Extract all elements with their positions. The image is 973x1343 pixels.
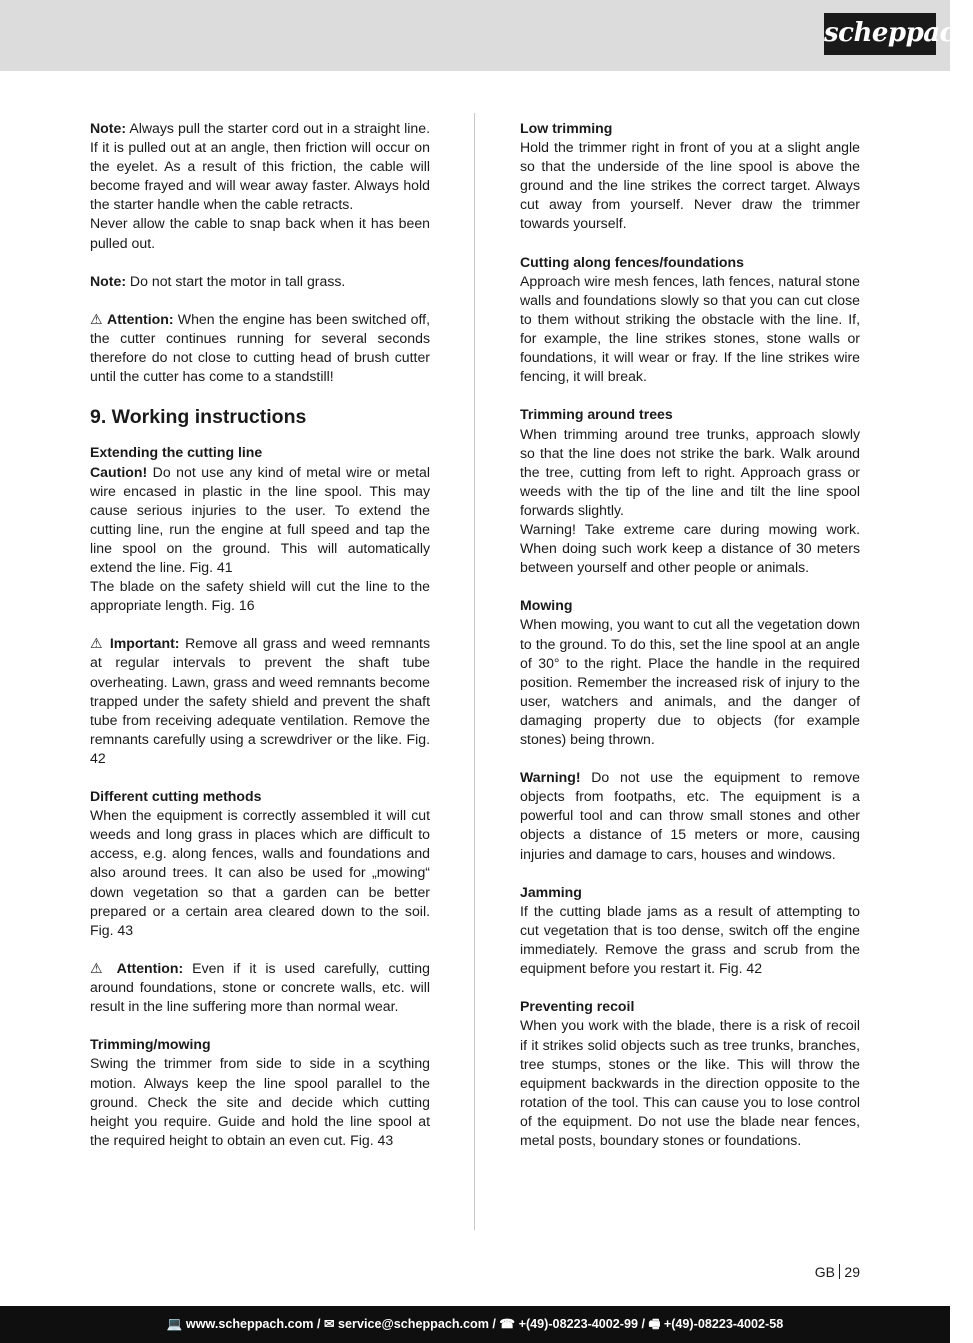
warning-triangle-icon: ⚠ [90, 959, 108, 976]
trimming-paragraph: Swing the trimmer from side to side in a scything motion. Always keep the line spool parallel to the ground. Check the site and decide which cutting height you require. Guide and hold the line spool at the required height to obtain an even cut. Fig. 43 [90, 1055, 430, 1148]
heading-recoil: Preventing recoil [520, 998, 635, 1015]
heading-jamming: Jamming [520, 883, 582, 900]
warning-paragraph: Warning! Do not use the equipment to remove objects from footpaths, etc. The equipment is a powerful tool and can throw small stones and other objects a distance of 15 meters or more, causing injuries and damage to cars, houses and windows. [520, 769, 860, 862]
recoil-paragraph: When you work with the blade, there is a risk of recoil if it strikes solid objects such as tree trunks, branches, tree stumps, stones or the like. This will throw the equipment backwards in the direction opposite to the rotation of the tool. This can cause you to lose control of the equipment. Do not use the blade near fences, metal posts, boundary stones or foundations. [520, 1017, 860, 1148]
footer-contact: 💻 www.scheppach.com / ✉ service@scheppach.com / ☎ +(49)-08223-4002-99 / 🖷 +(49)-08223-4002-58 [166, 1317, 784, 1331]
heading-mowing: Mowing [520, 597, 573, 614]
left-column [90, 119, 430, 1169]
heading-extending-line: Extending the cutting line [90, 444, 263, 461]
methods-paragraph: When the equipment is correctly assembled it will cut weeds and long grass in places which are difficult to access, e.g. along fences, walls and foundations and also around trees. It can also be used for „mowing“ down vegetation so that a garden can be better prepared or a certain area cleared down to the soil. Fig. 43 [90, 807, 430, 938]
page-header [0, 0, 973, 71]
page-number-value: 29 [844, 1264, 860, 1280]
important-paragraph: ⚠ Important: Remove all grass and weed remnants at regular intervals to prevent the shaft tube overheating. Lawn, grass and weed remnants become trapped under the safety shield and prevent the shaft tube from receiving adequate ventilation. Remove the remnants carefully using a screwdriver or the like. Fig. 42 [90, 635, 430, 766]
heading-trimming-mowing: Trimming/mowing [90, 1036, 211, 1053]
attention-foundations: ⚠ Attention: Even if it is used carefully, cutting around foundations, stone or concrete walls, etc. will result in the line suffering more than normal wear. [90, 959, 430, 1015]
attention-cutter-running: ⚠ Attention: When the engine has been switched off, the cutter continues running for several seconds therefore do not close to cutting head of brush cutter until the cutter has come to a standstill! [90, 310, 430, 385]
mowing-paragraph: When mowing, you want to cut all the vegetation down to the ground. To do this, set the line spool at an angle of 30° to the right. Place the handle in the required position. Remember the increased risk of injury to the user, watchers and animals, and the danger of damaging property due to objects (for example stones) being thrown. [520, 616, 861, 747]
heading-cutting-methods: Different cutting methods [90, 788, 262, 805]
fences-paragraph: Approach wire mesh fences, lath fences, natural stone walls and foundations slowly so that you can cut close to them without striking the obstacle with the line. If, for example, the line strikes stones, stone walls or foundations, it will wear or fray. If the line strikes wire fencing, it will break. [520, 272, 860, 385]
jamming-paragraph: If the cutting blade jams as a result of attempting to cut vegetation that is too dense, switch off the engine immediately. Remove the grass and scrub from the equipment before you restart it. Fig. 42 [520, 902, 860, 977]
caution-paragraph: Caution! Do not use any kind of metal wire or metal wire encased in plastic in the line spool. This may cause serious injuries to the user. To extend the cutting line, run the engine at full speed and tap the line spool on the ground. This will automatically extend the line. Fig. 41 [90, 463, 430, 575]
note-starter-cord: Note: Always pull the starter cord out in a straight line. If it is pulled out at an angle, then friction will occur on the eyelet. As a result of this friction, the cable will become frayed and will wear away faster. Always hold the starter handle when the cable retracts. [90, 120, 430, 213]
trees-paragraph: When trimming around tree trunks, approach slowly so that the line does not strike the bark. Walk around the tree, cutting from left to right. Approach grass or weeds with the tip of the line and tilt the line spool forwards slightly. [520, 425, 860, 518]
heading-trees: Trimming around trees [520, 406, 673, 423]
page-number [815, 1264, 860, 1280]
blade-paragraph: The blade on the safety shield will cut the line to the appropriate length. Fig. 16 [90, 578, 430, 614]
page-number-divider [839, 1264, 841, 1279]
section-title: 9. Working instructions [90, 406, 307, 429]
low-trimming-paragraph: Hold the trimmer right in front of you at a slight angle so that the underside of the line spool is above the ground and the line strikes the correct target. Always cut away from yourself. Never draw the trimmer towards yourself. [520, 139, 860, 232]
column-divider [474, 113, 475, 1230]
trees-warning-paragraph: Warning! Take extreme care during mowing work. When doing such work keep a distance of 30 meters between yourself and other people or animals. [520, 520, 860, 576]
heading-low-trimming: Low trimming [520, 120, 613, 136]
page-footer [0, 1306, 950, 1343]
scheppach-logo: scheppach [824, 13, 936, 55]
heading-fences: Cutting along fences/foundations [520, 253, 744, 270]
right-column [520, 119, 860, 1169]
warning-triangle-icon: ⚠ [90, 310, 103, 327]
note-tall-grass: Note: Do not start the motor in tall grass. [90, 272, 346, 289]
note-starter-cord-extra: Never allow the cable to snap back when it has been pulled out. [90, 215, 430, 251]
warning-triangle-icon: ⚠ [90, 635, 105, 652]
language-code: GB [814, 1264, 835, 1280]
